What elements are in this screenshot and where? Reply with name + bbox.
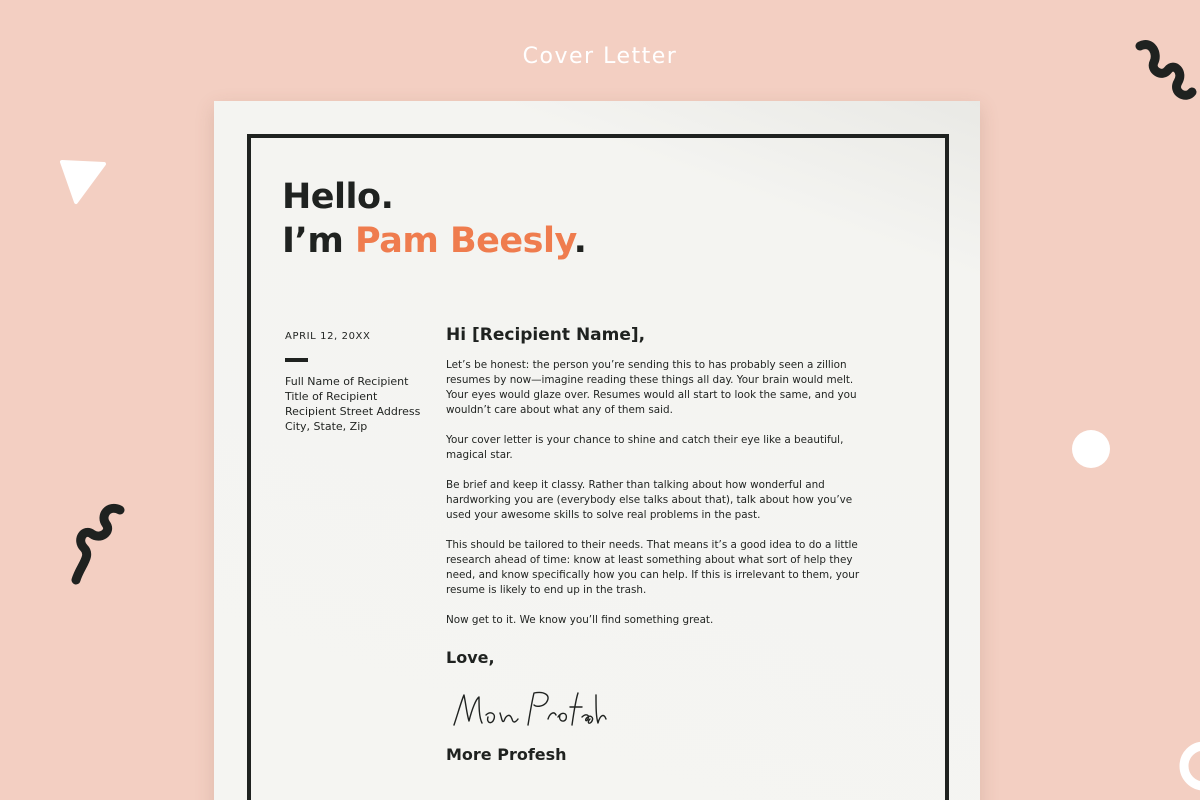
- divider: [285, 358, 308, 362]
- hero-suffix: .: [573, 221, 587, 261]
- triangle-shape-icon: [58, 158, 108, 206]
- closing: Love,: [446, 648, 495, 667]
- paragraph: This should be tailored to their needs. That means it’s a good idea to do a little research ahead of time: know at least something about what sort of help they need, and know specifically how you can help. If this is irrelevant to them, your resume is likely to end up in the trash.: [446, 539, 860, 596]
- paragraph: Now get to it. We know you’ll find something great.: [446, 614, 714, 626]
- circle-shape-icon: [1071, 429, 1111, 469]
- hero-line-2: [282, 219, 586, 263]
- paragraph: Your cover letter is your chance to shine and catch their eye like a beautiful, magical star.: [446, 434, 844, 461]
- squiggle-shape-icon: [1132, 38, 1200, 118]
- recipient-name: Full Name of Recipient: [285, 375, 409, 388]
- squiggle-shape-icon: [66, 500, 132, 592]
- recipient-street: Recipient Street Address: [285, 405, 421, 418]
- letter-paper: [214, 101, 980, 800]
- letter-date: APRIL 12, 20XX: [285, 331, 371, 342]
- ring-shape-icon: [1174, 736, 1200, 800]
- signature-icon: [448, 685, 608, 735]
- recipient-city: City, State, Zip: [285, 420, 368, 433]
- hero-heading: [282, 175, 586, 263]
- recipient-title: Title of Recipient: [285, 390, 378, 403]
- paragraph: Be brief and keep it classy. Rather than talking about how wonderful and hardworking you are (everybody else talks about that), talk about how you’ve used your awesome skills to solve real problems in the past.: [446, 479, 853, 521]
- letter-body: [446, 325, 866, 764]
- sender-name: More Profesh: [446, 745, 567, 764]
- page-heading: Cover Letter: [522, 44, 678, 69]
- hero-name: Pam Beesly: [354, 221, 574, 261]
- paragraph: Let’s be honest: the person you’re sending this to has probably seen a zillion resumes by now—imagine reading these things all day. Your brain would melt. Your eyes would glaze over. Resumes would all start to look the same, and you wouldn’t care about what any of them said.: [446, 359, 857, 416]
- hero-prefix: I’m: [282, 221, 355, 261]
- recipient-block: [285, 331, 420, 434]
- hero-line-1: Hello.: [282, 177, 394, 217]
- greeting: Hi [Recipient Name],: [446, 325, 646, 345]
